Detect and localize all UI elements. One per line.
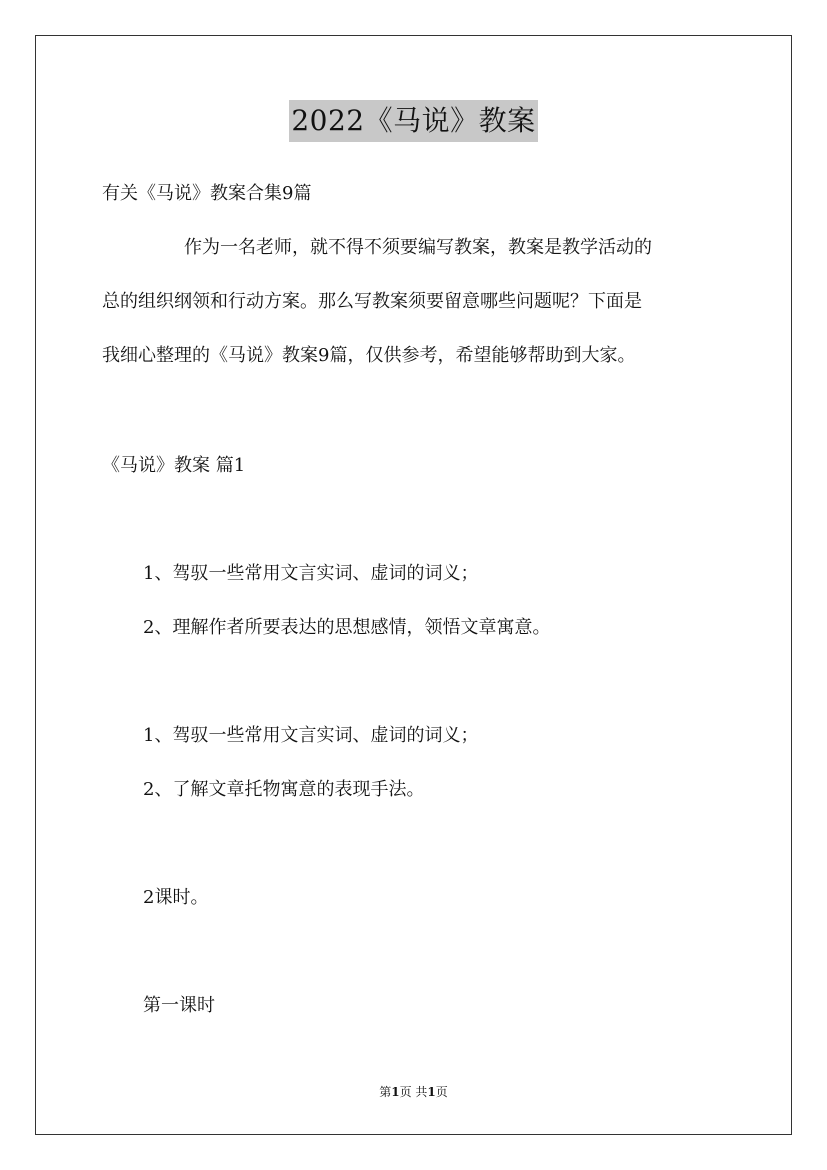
footer-total-pages: 1 [427, 1085, 436, 1099]
goal-1-item-2: 2、理解作者所要表达的思想感情，领悟文章寓意。 [143, 617, 551, 638]
goal-2-item-1: 1、驾驭一些常用文言实词、虚词的词义； [143, 725, 479, 746]
document-title-container [0, 100, 827, 142]
section-heading: 《马说》教案 篇1 [102, 455, 246, 476]
page-footer [0, 1084, 827, 1100]
footer-prefix: 第 [379, 1085, 392, 1099]
goal-2-item-2: 2、了解文章托物寓意的表现手法。 [143, 779, 425, 800]
footer-total-suffix: 页 [435, 1085, 448, 1099]
document-title: 2022《马说》教案 [289, 100, 537, 142]
class-hours: 2课时。 [143, 887, 209, 908]
first-lesson-heading: 第一课时 [143, 995, 215, 1016]
goal-1-item-1: 1、驾驭一些常用文言实词、虚词的词义； [143, 563, 479, 584]
footer-page-number: 1 [391, 1085, 400, 1099]
intro-line-3: 我细心整理的《马说》教案9篇，仅供参考，希望能够帮助到大家。 [102, 345, 636, 366]
intro-line-2: 总的组织纲领和行动方案。那么写教案须要留意哪些问题呢？下面是 [102, 291, 642, 312]
footer-page-suffix: 页 共 [399, 1085, 428, 1099]
document-subtitle: 有关《马说》教案合集9篇 [102, 183, 312, 204]
intro-line-1: 作为一名老师，就不得不须要编写教案，教案是教学活动的 [184, 237, 652, 258]
